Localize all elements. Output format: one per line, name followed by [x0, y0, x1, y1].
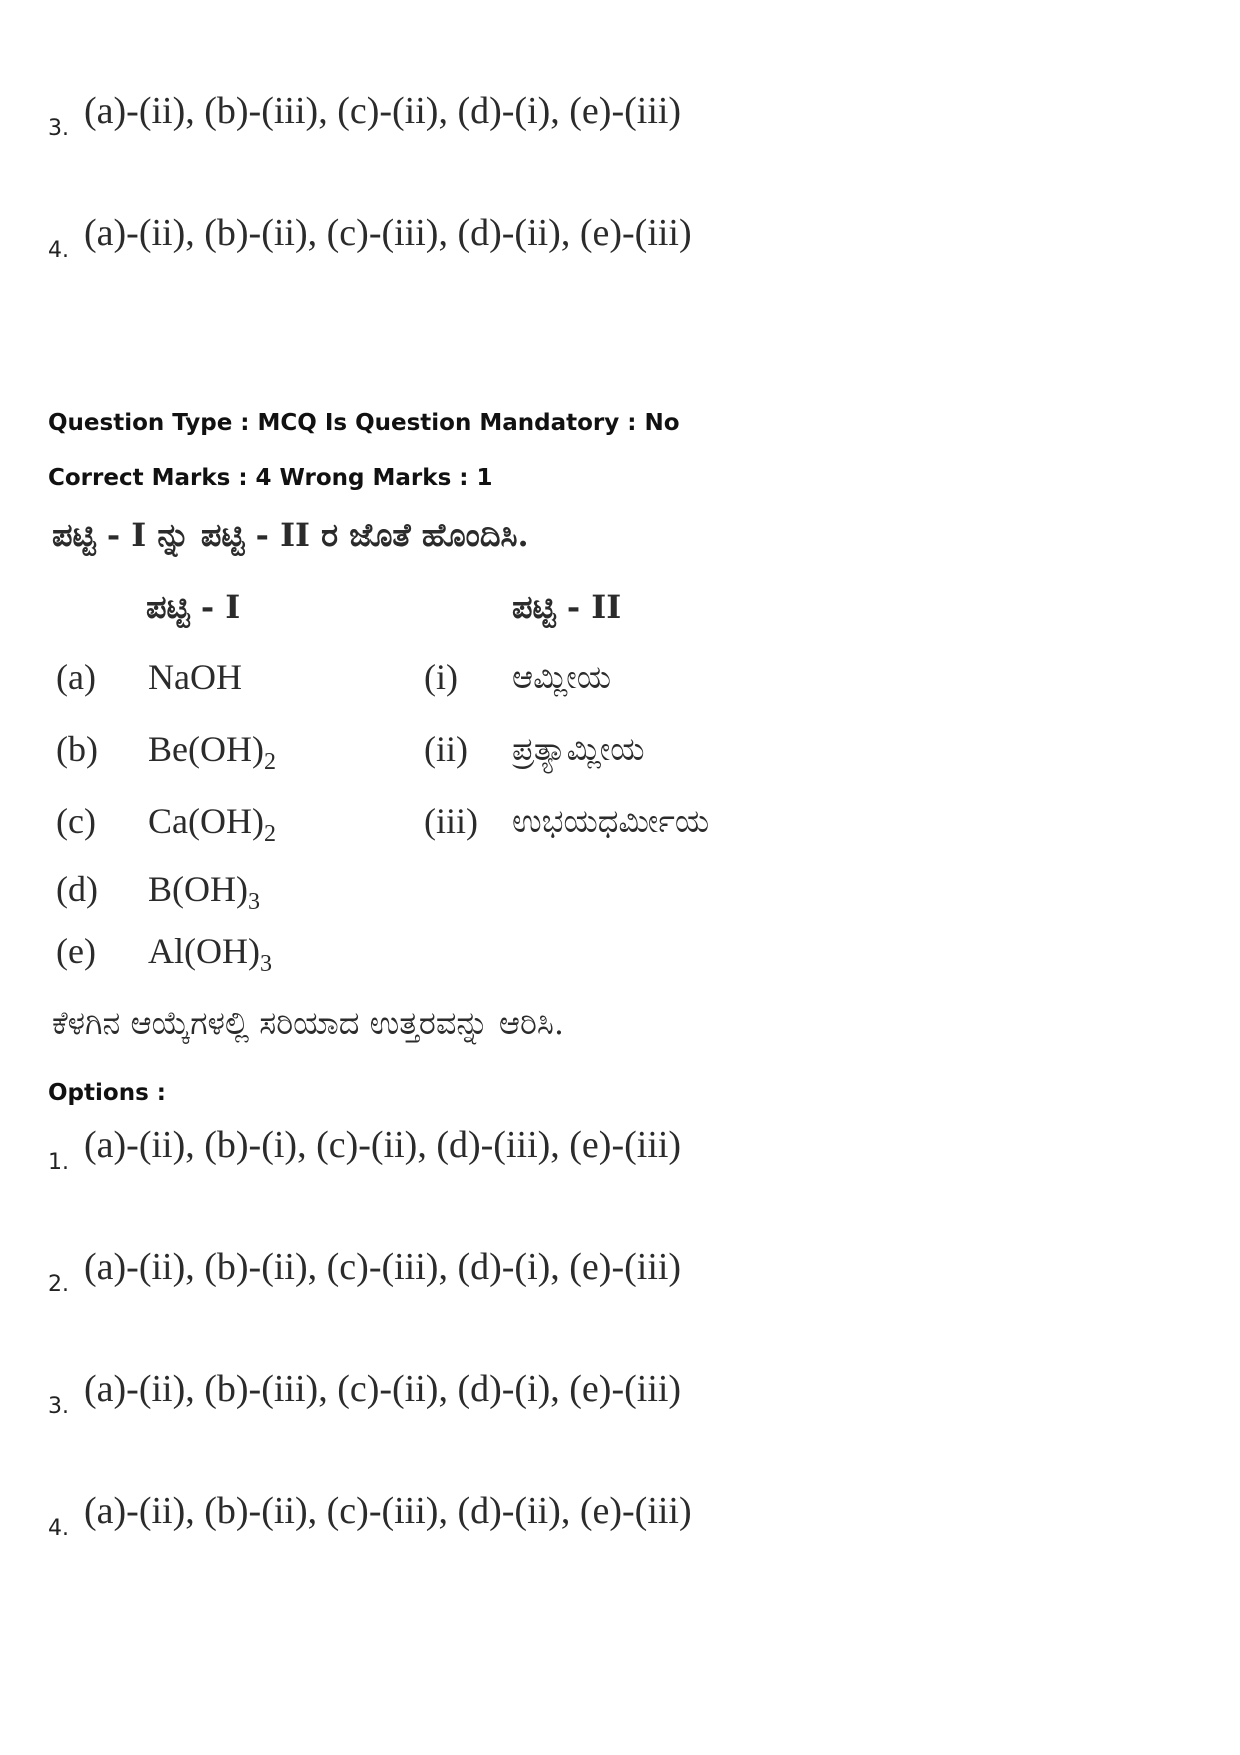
option-text: (a)-(ii), (b)-(i), (c)-(ii), (d)-(iii), (e)-(iii) [84, 1124, 682, 1166]
row-property: ಪ್ರತ್ಯಾಮ್ಲೀಯ [512, 730, 645, 768]
option-number: 2. [48, 1272, 69, 1297]
option-1[interactable] [48, 1126, 681, 1174]
option-2[interactable] [48, 1248, 681, 1296]
row-roman: (iii) [424, 801, 478, 841]
row-compound: NaOH [148, 657, 242, 697]
column-1-header: ಪಟ್ಟಿ - I [146, 588, 241, 626]
row-label: (b) [56, 729, 98, 769]
row-property: ಆಮ್ಲೀಯ [512, 658, 612, 696]
prev-option-3 [48, 92, 681, 140]
row-property: ಉಭಯಧರ್ಮೀಯ [512, 802, 710, 840]
prev-option-4 [48, 214, 692, 262]
row-compound: $Al(OH)_3$ [148, 931, 272, 977]
row-label: (e) [56, 931, 96, 971]
option-text: (a)-(ii), (b)-(ii), (c)-(iii), (d)-(ii), (e)-(iii) [84, 212, 692, 254]
column-2-header: ಪಟ್ಟಿ - II [512, 588, 622, 626]
option-number: 1. [48, 1150, 69, 1175]
options-label: Options : [48, 1080, 166, 1106]
marks-line: Correct Marks : 4 Wrong Marks : 1 [48, 465, 493, 491]
option-text: (a)-(ii), (b)-(ii), (c)-(iii), (d)-(ii), (e)-(iii) [84, 1490, 692, 1532]
row-compound: $B(OH)_3$ [148, 869, 260, 915]
row-roman: (ii) [424, 729, 468, 769]
option-4[interactable] [48, 1492, 692, 1540]
row-label: (a) [56, 657, 96, 697]
option-number: 4. [48, 1516, 69, 1541]
option-text: (a)-(ii), (b)-(iii), (c)-(ii), (d)-(i), (e)-(iii) [84, 90, 682, 132]
question-instruction: ಪಟ್ಟಿ - I ನ್ನು ಪಟ್ಟಿ - II ರ ಜೊತೆ ಹೊಂದಿಸಿ. [52, 516, 529, 554]
option-number: 3. [48, 1394, 69, 1419]
row-label: (c) [56, 801, 96, 841]
row-roman: (i) [424, 657, 458, 697]
option-number: 3. [48, 116, 69, 141]
option-number: 4. [48, 238, 69, 263]
option-3[interactable] [48, 1370, 681, 1418]
question-type-line: Question Type : MCQ Is Question Mandatory : No [48, 410, 680, 436]
row-compound: $Be(OH)_2$ [148, 729, 276, 775]
row-compound: $Ca(OH)_2$ [148, 801, 276, 847]
row-label: (d) [56, 869, 98, 909]
option-text: (a)-(ii), (b)-(ii), (c)-(iii), (d)-(i), (e)-(iii) [84, 1246, 682, 1288]
choose-instruction: ಕೆಳಗಿನ ಆಯ್ಕೆಗಳಲ್ಲಿ ಸರಿಯಾದ ಉತ್ತರವನ್ನು ಆರಿಸಿ. [52, 1004, 565, 1042]
option-text: (a)-(ii), (b)-(iii), (c)-(ii), (d)-(i), (e)-(iii) [84, 1368, 682, 1410]
